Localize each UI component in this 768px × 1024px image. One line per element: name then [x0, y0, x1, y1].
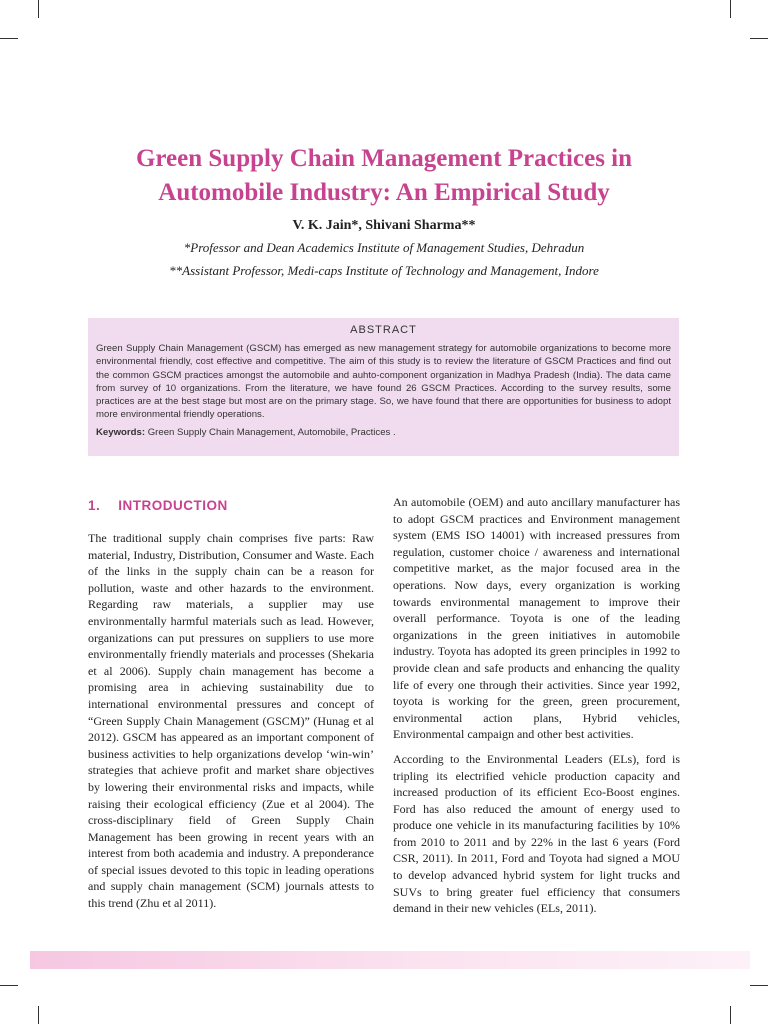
section-title: INTRODUCTION — [118, 498, 228, 513]
crop-mark-top-right — [730, 0, 731, 18]
abstract-heading: ABSTRACT — [350, 324, 417, 336]
keywords-line — [96, 426, 671, 439]
authors: V. K. Jain*, Shivani Sharma** — [292, 218, 476, 233]
crop-mark-bottom-left — [38, 1006, 39, 1024]
body-right-paragraph-1: An automobile (OEM) and auto ancillary manufacturer has to adopt GSCM practices and Environment management system (EMS ISO 14001) with increased pressures from regulation, customer choice / awareness and international competitive market, as the major focused area in the operations. Now days, every organization is working towards environmental management to improve their overall performance. Toyota is one of the leading organizations in the green initiatives in automobile industry. Toyota has adopted its green principles in 1992 to provide clean and safe products and enhancing the quality life of every one through their activities. Since year 1992, toyota is working for the green, green procurement, environmental action plans, Hybrid vehicles, Environmental campaign and other best activities. — [393, 495, 680, 742]
affiliation-2: **Assistant Professor, Medi-caps Institute of Technology and Management, Indore — [169, 263, 599, 278]
crop-mark-top-left-h — [0, 38, 18, 39]
section-heading-introduction — [88, 498, 228, 513]
section-number: 1. — [88, 498, 101, 513]
crop-mark-bottom-right — [730, 1006, 731, 1024]
body-right-column — [393, 494, 680, 917]
paper-title — [0, 142, 768, 210]
crop-mark-top-right-h — [750, 38, 768, 39]
paper-title-line1: Green Supply Chain Management Practices in — [135, 145, 633, 172]
keywords-label: Keywords: — [96, 427, 146, 439]
abstract-box — [88, 318, 679, 456]
abstract-text: Green Supply Chain Management (GSCM) has emerged as new management strategy for automobile organizations to become more environmental friendly, cost effective and competitive. The aim of this study is to review the literature of GSCM Practices and find out the common GSCM practices amongst the automobile and auhto-component organization in Madhya Pradesh (India). The data came from survey of 10 organizations. From the literature, we have found 26 GSCM Practices. According to the survey results, some practices are at the best stage but most are on the primary stage. So, we have found that there are opportunities for business to adopt more environmental friendly operations. — [96, 343, 671, 421]
crop-mark-bottom-left-h — [0, 985, 18, 986]
body-right-paragraph-2: According to the Environmental Leaders (ELs), ford is tripling its electrified vehicle production capacity and increased production of its efficient Eco-Boost engines. Ford has also reduced the amount of energy used to produce one vehicle in its manufacturing facilities by 10% from 2010 to 2011 and by 22% in the last 6 years (Ford CSR, 2011). In 2011, Ford and Toyota had signed a MOU to develop advanced hybrid system for light trucks and SUVs to bring greater fuel efficiency that consumers demand in their new vehicles (ELs, 2011). — [393, 751, 680, 916]
paper-title-line2: Automobile Industry: An Empirical Study — [158, 179, 610, 206]
keywords-text: Green Supply Chain Management, Automobile, Practices . — [147, 427, 396, 439]
crop-mark-top-left — [38, 0, 39, 18]
footer-band — [30, 951, 750, 969]
affiliation-1: *Professor and Dean Academics Institute of Management Studies, Dehradun — [183, 240, 585, 255]
crop-mark-bottom-right-h — [750, 985, 768, 986]
body-left-paragraph: The traditional supply chain comprises five parts: Raw material, Industry, Distribution, Consumer and Waste. Each of the links in the supply chain can be a reason for pollution, waste and other hazards to the environment. Regarding raw materials, a supplier may use environmentally harmful materials such as lead. However, organizations can put pressures on suppliers to use more environmentally friendly materials and processes (Shekaria et al 2006). Supply chain management has become a promising area in achieving sustainability due to international environmental pressures and concept of “Green Supply Chain Management (GSCM)” (Hunag et al 2012). GSCM has appeared as an important component of business activities to help organizations develop ‘win-win’ strategies that achieve profit and market share objectives by lowering their environmental risks and impacts, while raising their ecological efficiency (Zue et al 2004). The cross-disciplinary field of Green Supply Chain Management has been growing in recent years with an interest from both academia and industry. A preponderance of special issues devoted to this topic in leading operations and supply chain management (SCM) journals attests to this trend (Zhu et al 2011). — [88, 531, 374, 911]
